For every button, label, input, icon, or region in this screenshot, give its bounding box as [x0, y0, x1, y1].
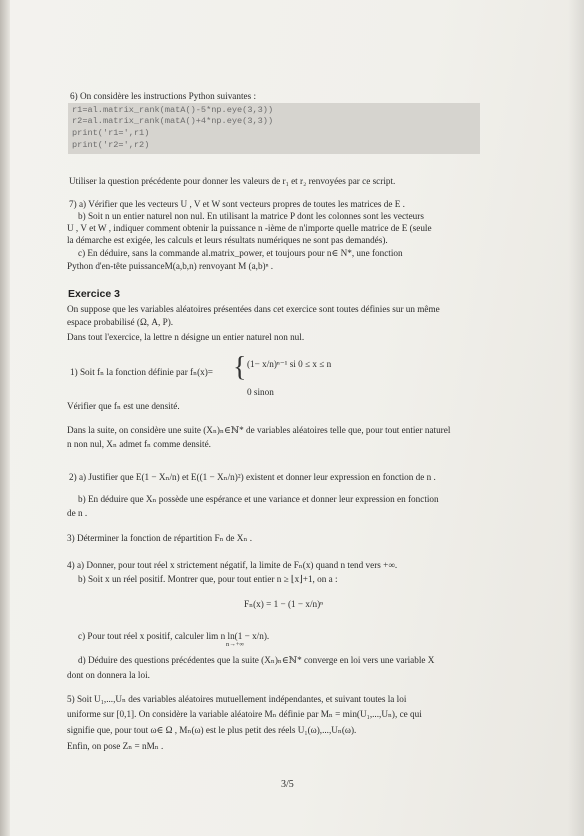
q7a: 7) a) Vérifier que les vecteurs U , V et W sont vecteurs propres de toutes les matrices de E . — [69, 199, 405, 209]
q4a: 4) a) Donner, pour tout réel x strictement négatif, la limite de Fₙ(x) quand n tend vers +∞. — [67, 560, 398, 570]
q7c-line2: Python d'en-tête puissanceM(a,b,n) renvoyant M (a,b)ⁿ . — [67, 261, 274, 271]
exercise-3-title: Exercice 3 — [68, 288, 120, 300]
q1-case-2: 0 sinon — [247, 387, 274, 397]
code-line-1: r1=al.matrix_rank(matA()-5*np.eye(3,3)) — [72, 105, 274, 115]
q7b-line1: b) Soit n un entier naturel non nul. En utilisant la matrice P dont les colonnes sont les vecteurs — [78, 211, 424, 221]
q2b-line1: b) En déduire que Xₙ possède une espérance et une variance et donner leur expression en fonction — [78, 494, 439, 504]
q4b-formula: Fₙ(x) = 1 − (1 − x/n)ⁿ — [244, 599, 324, 609]
q4c-limit-subscript: n→+∞ — [226, 641, 245, 648]
code-line-4: print('r2=',r2) — [72, 140, 150, 150]
q1-case-1: (1− x/n)ⁿ⁻¹ si 0 ≤ x ≤ n — [247, 359, 332, 369]
suite-line1: Dans la suite, on considère une suite (Xₙ)ₙ∈ℕ* de variables aléatoires telle que, pour tout entier naturel — [67, 425, 451, 435]
piecewise-brace: { — [233, 352, 247, 383]
ex3-intro-line3: Dans tout l'exercice, la lettre n désigne un entier naturel non nul. — [67, 332, 305, 342]
q2b-line2: de n . — [67, 508, 88, 518]
q5-line2: uniforme sur [0,1]. On considère la variable aléatoire Mₙ définie par Mₙ = min(U₁,...,Uₙ), ce qui — [67, 709, 422, 719]
q5-line4: Enfin, on pose Zₙ = nMₙ . — [67, 741, 164, 751]
q4d-line2: dont on donnera la loi. — [67, 670, 150, 680]
q7b-line2: U , V et W , indiquer comment obtenir la puissance n -ième de n'importe quelle matrice de E (seule — [67, 223, 432, 233]
code-line-3: print('r1=',r1) — [72, 128, 150, 138]
q7c-line1: c) En déduire, sans la commande al.matrix_power, et toujours pour n∈ N*, une fonction — [78, 248, 403, 258]
q5-line3: signifie que, pour tout ω∈ Ω , Mₙ(ω) est le plus petit des réels U₁(ω),...,Uₙ(ω). — [67, 725, 357, 735]
page-fold-shadow — [568, 0, 584, 836]
q4c: c) Pour tout réel x positif, calculer lim n ln(1 − x/n). — [78, 631, 270, 641]
ex3-intro-line2: espace probabilisé (Ω, A, P). — [67, 317, 174, 327]
python-code-block — [68, 103, 480, 154]
q1-verify: Vérifier que fₙ est une densité. — [67, 401, 180, 411]
q6-intro: 6) On considère les instructions Python suivantes : — [70, 91, 257, 101]
q4b: b) Soit x un réel positif. Montrer que, pour tout entier n ≥ ⌊x⌋+1, on a : — [78, 574, 338, 584]
q2a: 2) a) Justifier que E(1 − Xₙ/n) et E((1 − Xₙ/n)²) existent et donner leur expression en fonction de n . — [69, 472, 436, 482]
code-line-2: r2=al.matrix_rank(matA()+4*np.eye(3,3)) — [72, 116, 274, 126]
q6-question: Utiliser la question précédente pour donner les valeurs de r₁ et r₂ renvoyées par ce script. — [69, 176, 396, 186]
q7b-line3: la démarche est exigée, les calculs et leurs résultats numériques ne sont pas demandés). — [67, 235, 388, 245]
q4d-line1: d) Déduire des questions précédentes que la suite (Xₙ)ₙ∈ℕ* converge en loi vers une variable X — [78, 655, 435, 665]
page-edge-shadow — [0, 0, 10, 836]
q1-intro: 1) Soit fₙ la fonction définie par fₙ(x)= — [70, 367, 213, 377]
q5-line1: 5) Soit U₁,...,Uₙ des variables aléatoires mutuellement indépendantes, et suivant toutes la loi — [67, 694, 407, 704]
ex3-intro-line1: On suppose que les variables aléatoires présentées dans cet exercice sont toutes définies sur un même — [67, 304, 440, 314]
page-number: 3/5 — [281, 779, 294, 790]
suite-line2: n non nul, Xₙ admet fₙ comme densité. — [67, 439, 211, 449]
q3: 3) Déterminer la fonction de répartition Fₙ de Xₙ . — [67, 533, 253, 543]
